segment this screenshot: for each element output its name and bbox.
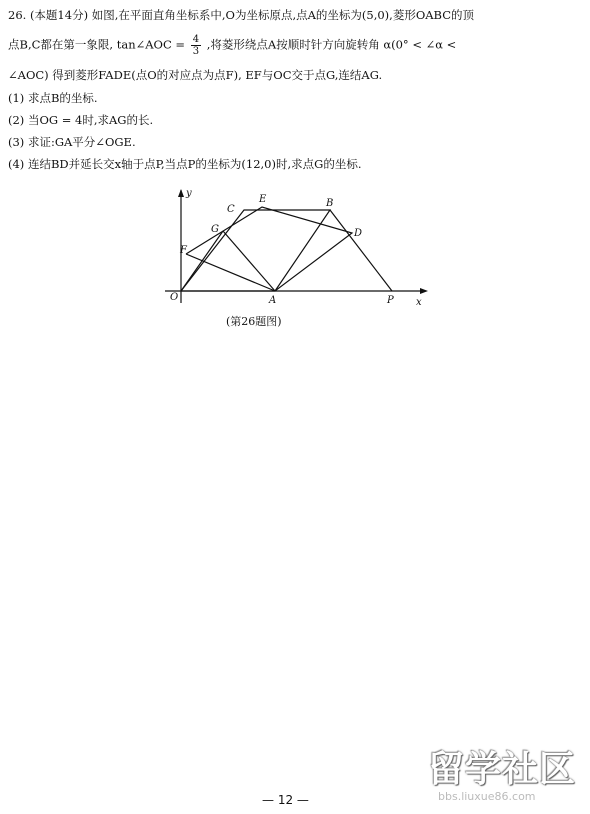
figure-lines xyxy=(165,190,420,303)
problem-line-2-end: ,将菱形绕点A按顺时针方向旋转角 α(0° < ∠α < xyxy=(206,37,457,52)
question-3: (3) 求证:GA平分∠OGE. xyxy=(8,135,136,149)
label-y: y xyxy=(186,188,192,199)
label-c: C xyxy=(227,204,235,215)
problem-line-2-start: 点B,C都在第一象限, tan∠AOC = xyxy=(8,37,186,52)
geometry-figure xyxy=(160,188,435,308)
page-number: — 12 — xyxy=(262,793,309,807)
question-4: (4) 连结BD并延长交x轴于点P,当点P的坐标为(12,0)时,求点G的坐标. xyxy=(8,157,362,171)
y-axis-arrow xyxy=(178,189,184,197)
label-x: x xyxy=(416,297,422,308)
label-f: F xyxy=(180,245,187,256)
fraction-numerator: 4 xyxy=(192,34,200,45)
tan-fraction xyxy=(191,34,201,57)
label-o: O xyxy=(170,292,179,303)
label-a: A xyxy=(269,295,277,306)
watermark xyxy=(428,750,583,808)
label-e: E xyxy=(259,194,267,205)
watermark-url: bbs.liuxue86.com xyxy=(438,790,536,803)
question-1: (1) 求点B的坐标. xyxy=(8,91,98,105)
segment-ga xyxy=(223,231,275,291)
problem-line-1: 26. (本题14分) 如图,在平面直角坐标系中,O为坐标原点,点A的坐标为(5,0),菱形OABC的顶 xyxy=(8,8,475,22)
question-2: (2) 当OG = 4时,求AG的长. xyxy=(8,113,154,127)
segment-og xyxy=(181,231,223,291)
problem-line-3: ∠AOC) 得到菱形FADE(点O的对应点为点F), EF与OC交于点G,连结AG. xyxy=(8,68,383,82)
label-d: D xyxy=(354,228,363,239)
label-g: G xyxy=(211,224,219,235)
fraction-denominator: 3 xyxy=(192,46,200,57)
segment-bp xyxy=(330,210,392,291)
rhombus-oabc xyxy=(181,210,330,291)
watermark-text: 留学社区 xyxy=(428,749,577,790)
figure-caption: (第26题图) xyxy=(226,315,282,328)
problem-line-2 xyxy=(8,34,456,57)
x-axis-arrow xyxy=(420,288,428,294)
label-b: B xyxy=(326,198,334,209)
label-p: P xyxy=(387,295,394,306)
